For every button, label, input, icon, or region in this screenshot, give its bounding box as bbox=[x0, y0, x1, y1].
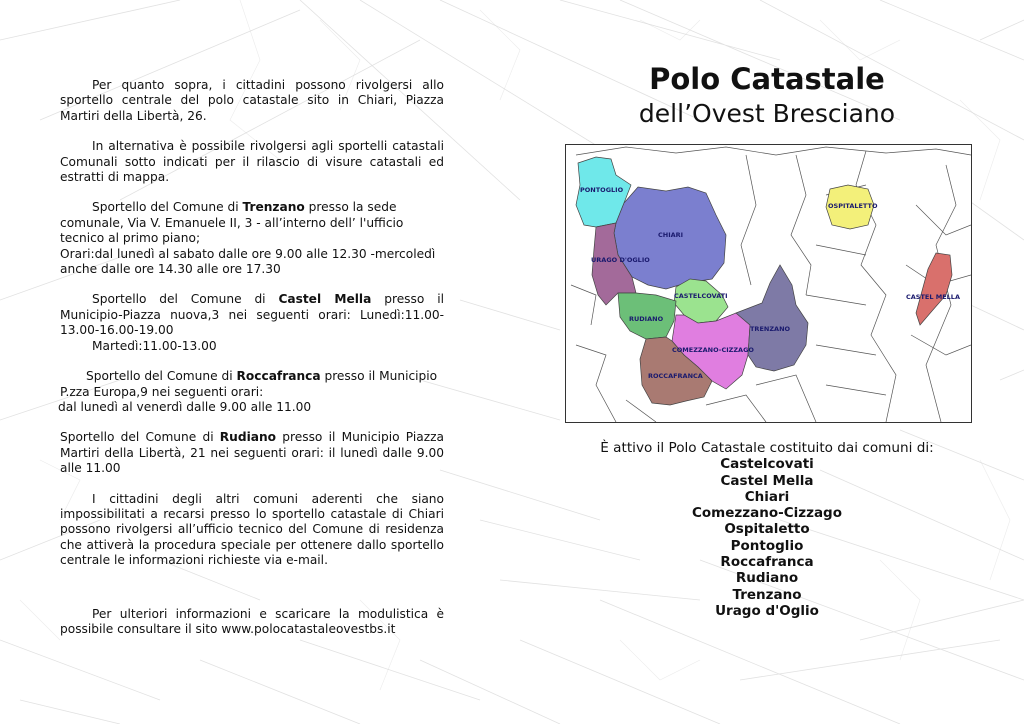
map-label-rudiano: RUDIANO bbox=[629, 315, 664, 323]
map-label-chiari: CHIARI bbox=[658, 231, 684, 239]
paragraph-more-info: Per ulteriori informazioni e scaricare la modulistica è possibile consultare il sito www.polocatastaleovestbs.it bbox=[60, 606, 444, 636]
left-column bbox=[60, 78, 444, 652]
list-item: Roccafranca bbox=[720, 554, 814, 571]
trenzano-post: presso la sede comunale, Via V. Emanuele II, 3 - all’interno dell’ l'ufficio tecnico al primo piano; bbox=[60, 200, 404, 246]
municipalities-list bbox=[560, 440, 974, 619]
list-item: Trenzano bbox=[732, 586, 802, 603]
rudiano-pre: Sportello del Comune di bbox=[60, 430, 220, 445]
roccafranca-pre: Sportello del Comune di bbox=[86, 369, 237, 384]
paragraph-trenzano bbox=[60, 200, 444, 277]
page-subtitle: dell’Ovest Bresciano bbox=[638, 99, 896, 128]
map-label-comezzano: COMEZZANO-CIZZAGO bbox=[672, 346, 754, 354]
page-title: Polo Catastale bbox=[649, 62, 885, 96]
castelmella-pre: Sportello del Comune di bbox=[92, 292, 279, 307]
roccafranca-hours: dal lunedì al venerdì dalle 9.00 alle 11.00 bbox=[58, 399, 312, 414]
rudiano-post: presso il Municipio Piazza Martiri della Libertà, 21 nei seguenti orari: il lunedì dalle 9.00 alle 11.00 bbox=[60, 430, 444, 476]
list-item: Comezzano-Cizzago bbox=[691, 505, 843, 522]
map-label-castelmella: CASTEL MELLA bbox=[906, 293, 960, 301]
paragraph-alternative: In alternativa è possibile rivolgersi agli sportelli catastali Comunali sotto indicati per il rilascio di visure catastali ed estratti di mappa. bbox=[60, 139, 444, 185]
trenzano-pre: Sportello del Comune di bbox=[92, 200, 243, 215]
paragraph-other-citizens: I cittadini degli altri comuni aderenti che siano impossibilitati a recarsi presso lo sportello catastale di Chiari possono rivolgersi all’ufficio tecnico del Comune di residenza che attiverà la procedura speciale per ottenere dallo sportello centrale le informazioni richieste via e-mail. bbox=[60, 491, 444, 568]
roccafranca-name: Roccafranca bbox=[236, 369, 321, 384]
paragraph-rudiano bbox=[60, 430, 444, 476]
roccafranca-address: P.zza Europa,9 nei seguenti orari: bbox=[60, 384, 264, 399]
title-block bbox=[560, 60, 974, 130]
map-label-ospitaletto: OSPITALETTO bbox=[828, 202, 878, 210]
paragraph-roccafranca bbox=[60, 369, 444, 415]
map-label-trenzano: TRENZANO bbox=[750, 325, 791, 333]
map-label-castelcovati: CASTELCOVATI bbox=[674, 292, 728, 300]
rudiano-name: Rudiano bbox=[219, 430, 277, 445]
map-label-pontoglio: PONTOGLIO bbox=[580, 186, 624, 194]
trenzano-hours: Orari:dal lunedì al sabato dalle ore 9.00 alle 12.30 -mercoledì anche dalle ore 14.30 alle ore 17.30 bbox=[60, 246, 436, 277]
list-item: Castelcovati bbox=[720, 456, 814, 473]
roccafranca-post: presso il Municipio bbox=[320, 369, 438, 384]
list-item: Ospitaletto bbox=[724, 521, 810, 538]
list-item: Urago d'Oglio bbox=[715, 602, 819, 619]
roccafranca-line1 bbox=[60, 369, 444, 384]
list-item: Pontoglio bbox=[730, 537, 804, 554]
list-intro: È attivo il Polo Catastale costituito dai comuni di: bbox=[600, 440, 934, 456]
list-item: Rudiano bbox=[735, 570, 799, 587]
list-item: Castel Mella bbox=[720, 472, 814, 489]
paragraph-intro: Per quanto sopra, i cittadini possono rivolgersi allo sportello centrale del polo catastale sito in Chiari, Piazza Martiri della Libertà, 26. bbox=[60, 78, 444, 123]
map-label-urago: URAGO D'OGLIO bbox=[591, 256, 650, 264]
castelmella-hours: Martedì:11.00-13.00 bbox=[92, 338, 217, 353]
list-item: Chiari bbox=[744, 488, 790, 505]
map-label-roccafranca: ROCCAFRANCA bbox=[648, 372, 703, 380]
municipalities-map bbox=[565, 144, 972, 423]
paragraph-castel-mella bbox=[60, 292, 444, 354]
trenzano-name: Trenzano bbox=[242, 200, 305, 215]
castelmella-post: presso il Municipio-Piazza nuova,3 nei seguenti orari: Lunedì:11.00-13.00-16.00-19.00 bbox=[60, 292, 444, 338]
castelmella-name: Castel Mella bbox=[278, 292, 372, 307]
map-region-castelmella bbox=[916, 253, 952, 325]
